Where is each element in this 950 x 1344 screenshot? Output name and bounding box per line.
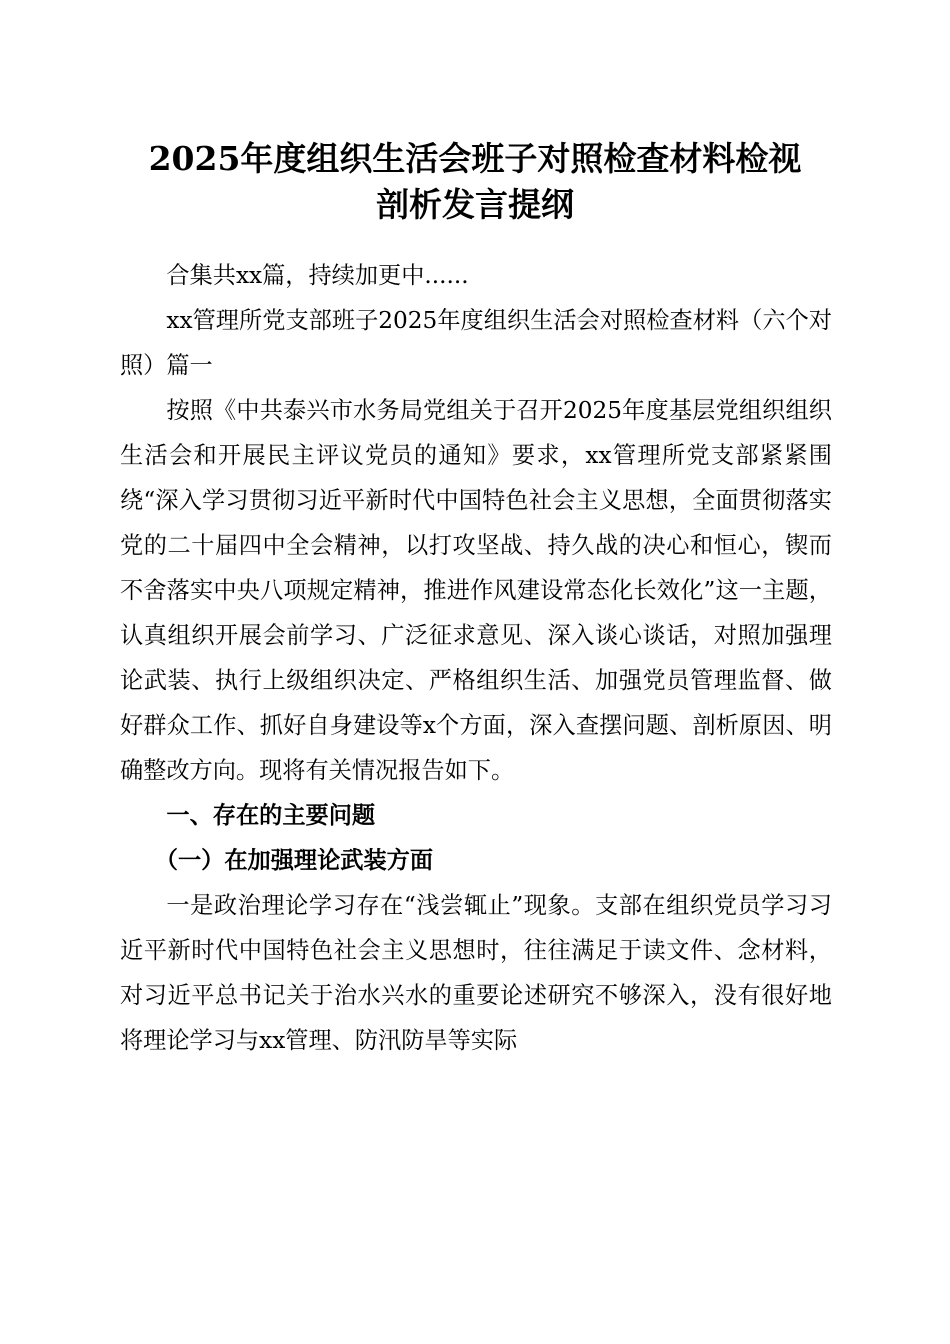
body-paragraph-2: 一是政治理论学习存在“浅尝辄止”现象。支部在组织党员学习习近平新时代中国特色社会主义思想时，往往满足于读文件、念材料，对习近平总书记关于治水兴水的重要论述研究不够深入，没有很好地将理论学习与xx管理、防汛防旱等实际 (120, 892, 832, 1054)
subtitle-paragraph: xx管理所党支部班子2025年度组织生活会对照检查材料（六个对照）篇一 (120, 307, 832, 379)
document-title (110, 136, 840, 228)
body-paragraph-1: 按照《中共泰兴市水务局党组关于召开2025年度基层党组织组织生活会和开展民主评议党员的通知》要求，xx管理所党支部紧紧围绕“深入学习贯彻习近平新时代中国特色社会主义思想，全面贯彻落实党的二十届四中全会精神，以打攻坚战、持久战的决心和恒心，锲而不舍落实中央八项规定精神，推进作风建设常态化长效化”这一主题，认真组织开展会前学习、广泛征求意见、深入谈心谈话，对照加强理论武装、执行上级组织决定、严格组织生活、加强党员管理监督、做好群众工作、抓好自身建设等x个方面，深入查摆问题、剖析原因、明确整改方向。现将有关情况报告如下。 (120, 397, 832, 784)
document-body (120, 253, 832, 1063)
title-line-1: 2025年度组织生活会班子对照检查材料检视 (148, 139, 802, 178)
subsection-heading-1: （一）在加强理论武装方面 (154, 847, 434, 874)
section-heading-1: 一、存在的主要问题 (166, 802, 376, 829)
title-line-2: 剖析发言提纲 (376, 185, 574, 224)
intro-paragraph: 合集共xx篇，持续加更中...... (166, 262, 469, 289)
